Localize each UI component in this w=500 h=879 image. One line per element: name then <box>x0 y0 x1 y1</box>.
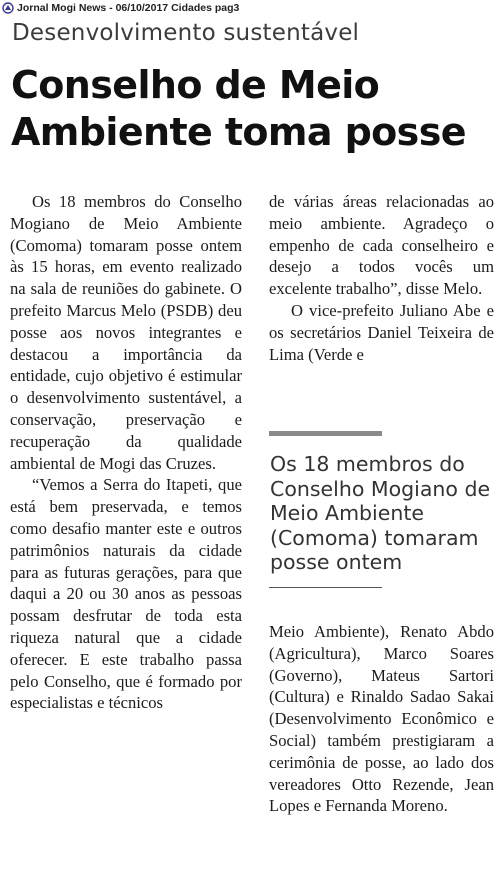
paragraph-1: Os 18 membros do Conselho Mogiano de Meio Ambiente (Comoma) tomaram posse ontem às 15 horas, em evento realizado na sala de reuniões do gabinete. O prefeito Marcus Melo (PSDB) deu posse aos novos integrantes e destacou a importância da entidade, cujo objetivo é estimular o desenvolvimento sustentável, a conservação, preservação e recuperação da qualidade ambiental de Mogi das Cruzes. <box>10 192 242 473</box>
article-column-right-top <box>269 191 494 365</box>
pull-quote: Os 18 membros do Conselho Mogiano de Meio Ambiente (Comoma) tomaram posse ontem <box>270 452 491 574</box>
article-kicker: Desenvolvimento sustentável <box>12 20 360 46</box>
article-column-left <box>10 191 242 714</box>
pull-quote-top-rule <box>269 431 382 436</box>
paragraph-2: “Vemos a Serra do Itapeti, que está bem preservada, e temos como desafio manter este e outros patrimônios naturais da cidade para as futuras gerações, para que daqui a 20 ou 30 anos as pessoas possam desfrutar de toda esta riqueza natural que a cidade oferecer. E este trabalho passa pelo Conselho, que é formado por especialistas e técnicos <box>10 475 242 713</box>
source-line <box>2 1 239 15</box>
source-text: Jornal Mogi News - 06/10/2017 Cidades pag3 <box>17 2 240 14</box>
paragraph-3: O vice-prefeito Juliano Abe e os secretários Daniel Teixeira de Lima (Verde e <box>269 300 494 364</box>
newspaper-logo-icon <box>2 2 14 14</box>
paragraph-3-continued: Meio Ambiente), Renato Abdo (Agricultura), Marco Soares (Governo), Mateus Sartori (Cultura) e Rinaldo Sadao Sakai (Desenvolvimento Econômico e Social) também prestigiaram a cerimônia de posse, ao lado dos vereadores Otto Rezende, Jean Lopes e Fernanda Moreno. <box>269 622 494 816</box>
paragraph-2-continued: de várias áreas relacionadas ao meio ambiente. Agradeço o empenho de cada conselheiro e desejo a todos vocês um excelente trabalho”, disse Melo. <box>269 192 494 299</box>
article-column-right-bottom <box>269 621 494 817</box>
pull-quote-bottom-rule <box>269 587 382 588</box>
article-headline: Conselho de Meio Ambiente toma posse <box>11 63 466 154</box>
